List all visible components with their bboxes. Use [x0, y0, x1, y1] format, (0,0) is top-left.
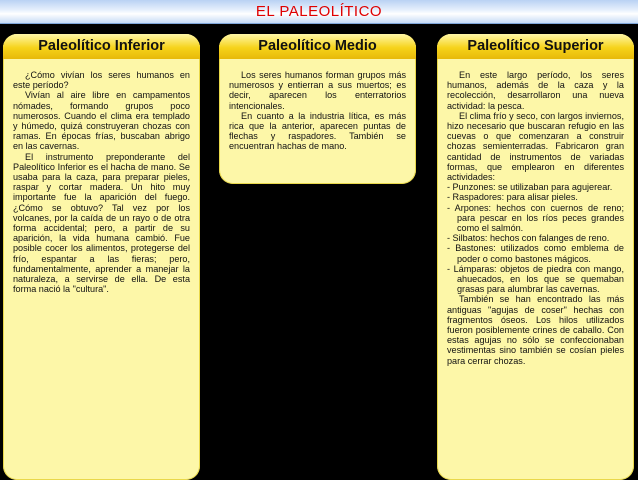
paragraph: En cuanto a la industria lítica, es más rica que la anterior, aparecen puntas de flechas y raspadores. También se encuentran hachas de mano.	[229, 110, 406, 152]
panel-paleolitico-medio	[219, 34, 416, 184]
paragraph: En este largo período, los seres humanos, además de la caza y la recolección, desarrollaron una nueva actividad: la pesca.	[447, 70, 624, 111]
panel-heading: Paleolítico Superior	[437, 34, 634, 59]
list-item: - Silbatos: hechos con falanges de reno.	[447, 233, 610, 244]
paragraph: Los seres humanos forman grupos más numerosos y entierran a sus muertos; es decir, aparecen los enterratorios intencionales.	[229, 70, 406, 111]
panel-paleolitico-inferior	[3, 34, 200, 480]
list-item: - Arpones: hechos con cuernos de reno; para pescar en los ríos peces grandes como el salmón.	[447, 202, 624, 234]
list-item: - Bastones: utilizados como emblema de poder o como bastones mágicos.	[447, 243, 624, 264]
paragraph: ¿Cómo vivían los seres humanos en este período?	[13, 70, 190, 91]
paragraph: El clima frío y seco, con largos inviernos, hizo necesario que buscaran refugio en las cuevas o que comenzaran a construir chozas semienterradas. Fabricaron gran cantidad de instrumentos de variadas formas, que emplearon en diferentes actividades:	[447, 110, 624, 183]
panel-heading: Paleolítico Medio	[219, 34, 416, 59]
tool-list	[447, 182, 624, 294]
panel-heading: Paleolítico Inferior	[3, 34, 200, 59]
list-item: - Raspadores: para alisar pieles.	[447, 192, 578, 203]
panel-body	[447, 70, 624, 366]
list-item: - Lámparas: objetos de piedra con mango, ahuecados, en los que se quemaban grasas para alumbrar las cavernas.	[447, 263, 624, 295]
panel-paleolitico-superior	[437, 34, 634, 480]
slide-title: EL PALEOLÍTICO	[255, 3, 383, 20]
paragraph: Vivían al aire libre en campamentos nómades, formando grupos poco numerosos. Cuando el clima era templado y húmedo, quizá construyeran chozas con ramas. En épocas frías, buscaban abrigo en las cavernas.	[13, 90, 190, 152]
list-item: - Punzones: se utilizaban para agujerear.	[447, 182, 613, 193]
panel-body	[13, 70, 190, 294]
paragraph: También se han encontrado las más antiguas "agujas de coser" hechas con fragmentos óseos. Los hilos utilizados fueron posiblemente crines de caballo. Con estas agujas no sólo se confeccionaban vestimentas sino también se cosían pieles para cerrar chozas.	[447, 294, 624, 366]
paragraph: El instrumento preponderante del Paleolítico Inferior es el hacha de mano. Se usaba para la caza, para preparar pieles, raspar y cortar madera. Un hito muy importante fue la aparición del fuego. ¿Cómo se obtuvo? Tal vez por los volcanes, por la caída de un rayo o de otra forma accidental; pero, a partir de su aparición, la vida humana cambió. Fue posible cocer los alimentos, protegerse del frío, espantar a las fieras; pero, fundamentalmente, aprender a manejar la naturaleza, a servirse de ella. De esta forma nació la "cultura".	[13, 151, 190, 295]
panel-body	[229, 70, 406, 152]
slide-title-bar	[0, 0, 638, 24]
